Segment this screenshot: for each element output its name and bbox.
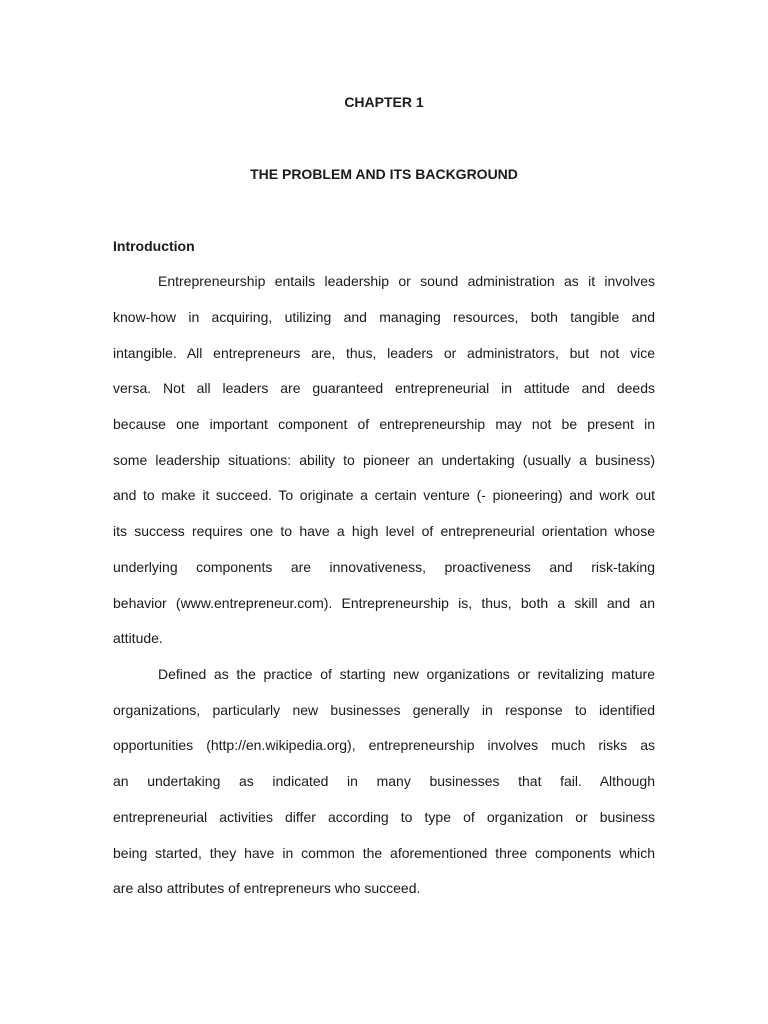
paragraph-1-line: intangible. All entrepreneurs are, thus, leaders or administrators, but not vice	[113, 345, 655, 361]
paragraph-1-line: because one important component of entrepreneurship may not be present in	[113, 416, 655, 432]
paragraph-2-line: being started, they have in common the aforementioned three components which	[113, 845, 655, 861]
paragraph-1-line: some leadership situations: ability to pioneer an undertaking (usually a business)	[113, 452, 655, 468]
paragraph-2-line: Defined as the practice of starting new organizations or revitalizing mature	[158, 666, 655, 682]
paragraph-2-line: organizations, particularly new businesses generally in response to identified	[113, 702, 655, 718]
paragraph-2-line: an undertaking as indicated in many businesses that fail. Although	[113, 773, 655, 789]
paragraph-1-line: Entrepreneurship entails leadership or sound administration as it involves	[158, 273, 655, 289]
paragraph-2-line: opportunities (http://en.wikipedia.org), entrepreneurship involves much risks as	[113, 737, 655, 753]
paragraph-1-line: know-how in acquiring, utilizing and managing resources, both tangible and	[113, 309, 655, 325]
paragraph-2-line: are also attributes of entrepreneurs who succeed.	[113, 880, 421, 896]
paragraph-1-line: its success requires one to have a high level of entrepreneurial orientation whose	[113, 523, 655, 539]
section-heading: Introduction	[113, 238, 195, 254]
chapter-number: CHAPTER 1	[344, 94, 424, 110]
chapter-title: THE PROBLEM AND ITS BACKGROUND	[250, 166, 518, 182]
paragraph-1-line: and to make it succeed. To originate a certain venture (- pioneering) and work out	[113, 487, 655, 503]
paragraph-1-line: versa. Not all leaders are guaranteed entrepreneurial in attitude and deeds	[113, 380, 655, 396]
paragraph-1-line: attitude.	[113, 630, 163, 646]
paragraph-2-line: entrepreneurial activities differ according to type of organization or business	[113, 809, 655, 825]
paragraph-1-line: underlying components are innovativeness, proactiveness and risk-taking	[113, 559, 655, 575]
paragraph-1-line: behavior (www.entrepreneur.com). Entrepreneurship is, thus, both a skill and an	[113, 595, 655, 611]
